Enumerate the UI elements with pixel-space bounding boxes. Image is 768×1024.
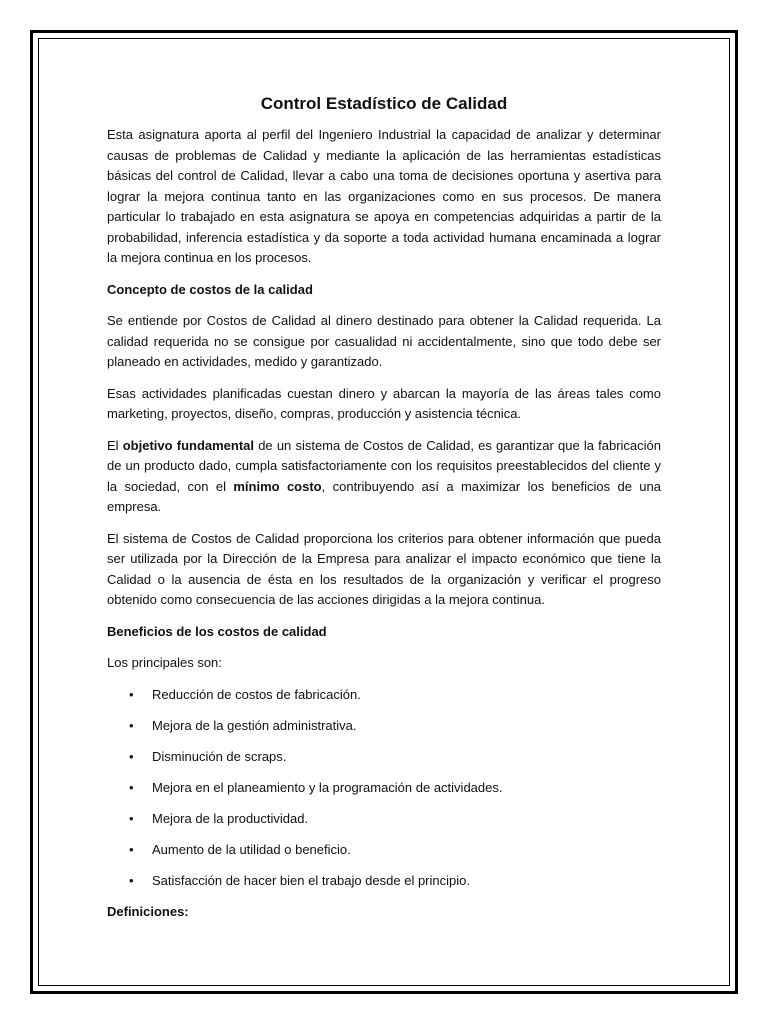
bullet-icon: • xyxy=(129,686,134,702)
paragraph-quality-cost-system: El sistema de Costos de Calidad proporciona los criterios para obtener información que pueda ser utilizada por la Dirección de la Empresa para analizar el impacto económico que tiene la Calidad o la ausencia de ésta en los resultados de la organización y verificar el progreso obtenido como consecuencia de las acciones dirigidas a la mejora continua. xyxy=(107,530,661,607)
list-item-text: Disminución de scraps. xyxy=(152,748,287,764)
list-item-text: Reducción de costos de fabricación. xyxy=(152,686,361,702)
bullet-icon: • xyxy=(129,748,134,764)
benefits-intro: Los principales son: xyxy=(107,655,222,670)
benefits-list xyxy=(107,685,661,892)
list-item xyxy=(107,716,661,737)
list-item xyxy=(107,809,661,830)
minimum-cost-bold-term: mínimo costo xyxy=(233,478,322,494)
document-body xyxy=(107,92,661,933)
list-item-text: Mejora de la productividad. xyxy=(152,810,309,826)
paragraph-planned-activities: Esas actividades planificadas cuestan dinero y abarcan la mayoría de las áreas tales como marketing, proyectos, diseño, compras, producción y asistencia técnica. xyxy=(107,385,661,421)
section-heading-definitions: Definiciones: xyxy=(107,903,189,919)
bullet-icon: • xyxy=(129,810,134,826)
list-item-text: Satisfacción de hacer bien el trabajo desde el principio. xyxy=(152,872,470,888)
list-item xyxy=(107,747,661,768)
section-heading-quality-costs: Concepto de costos de la calidad xyxy=(107,281,313,297)
intro-paragraph: Esta asignatura aporta al perfil del Ingeniero Industrial la capacidad de analizar y determinar causas de problemas de Calidad y mediante la aplicación de las herramientas estadísticas básicas del control de Calidad, llevar a cabo una toma de decisiones oportuna y asertiva para lograr la mejora continua tanto en las organizaciones como en sus procesos. De manera particular lo trabajado en esta asignatura se apoya en competencias adquiridas a partir de la probabilidad, inferencia estadística y da soporte a toda actividad humana encaminada a lograr la mejora continua en los procesos. xyxy=(107,127,661,265)
list-item-text: Aumento de la utilidad o beneficio. xyxy=(152,841,351,857)
objective-text-2: de un sistema de Costos de Calidad, es garantizar que la fabricación de un producto dado, cumpla satisfactoriamente con los requisitos preestablecidos del cliente y la sociedad, con el xyxy=(107,437,662,494)
document-title: Control Estadístico de Calidad xyxy=(260,94,508,113)
bullet-icon: • xyxy=(129,872,134,888)
objective-bold-term: objetivo fundamental xyxy=(122,437,255,453)
list-item xyxy=(107,871,661,892)
paragraph-objective xyxy=(107,436,661,518)
list-item xyxy=(107,840,661,861)
paragraph-quality-costs-definition: Se entiende por Costos de Calidad al dinero destinado para obtener la Calidad requerida. La calidad requerida no se consigue por casualidad ni accidentalmente, sino que todo debe ser planeado en actividades, medido y garantizado. xyxy=(107,313,661,369)
list-item xyxy=(107,685,661,706)
bullet-icon: • xyxy=(129,779,134,795)
list-item-text: Mejora en el planeamiento y la programación de actividades. xyxy=(152,779,503,795)
objective-text-1: El xyxy=(107,437,123,453)
objective-text-3: , contribuyendo así a maximizar los beneficios de una empresa. xyxy=(107,478,661,514)
list-item-text: Mejora de la gestión administrativa. xyxy=(152,717,357,733)
bullet-icon: • xyxy=(129,841,134,857)
list-item xyxy=(107,778,661,799)
section-heading-benefits: Beneficios de los costos de calidad xyxy=(107,623,327,639)
bullet-icon: • xyxy=(129,717,134,733)
